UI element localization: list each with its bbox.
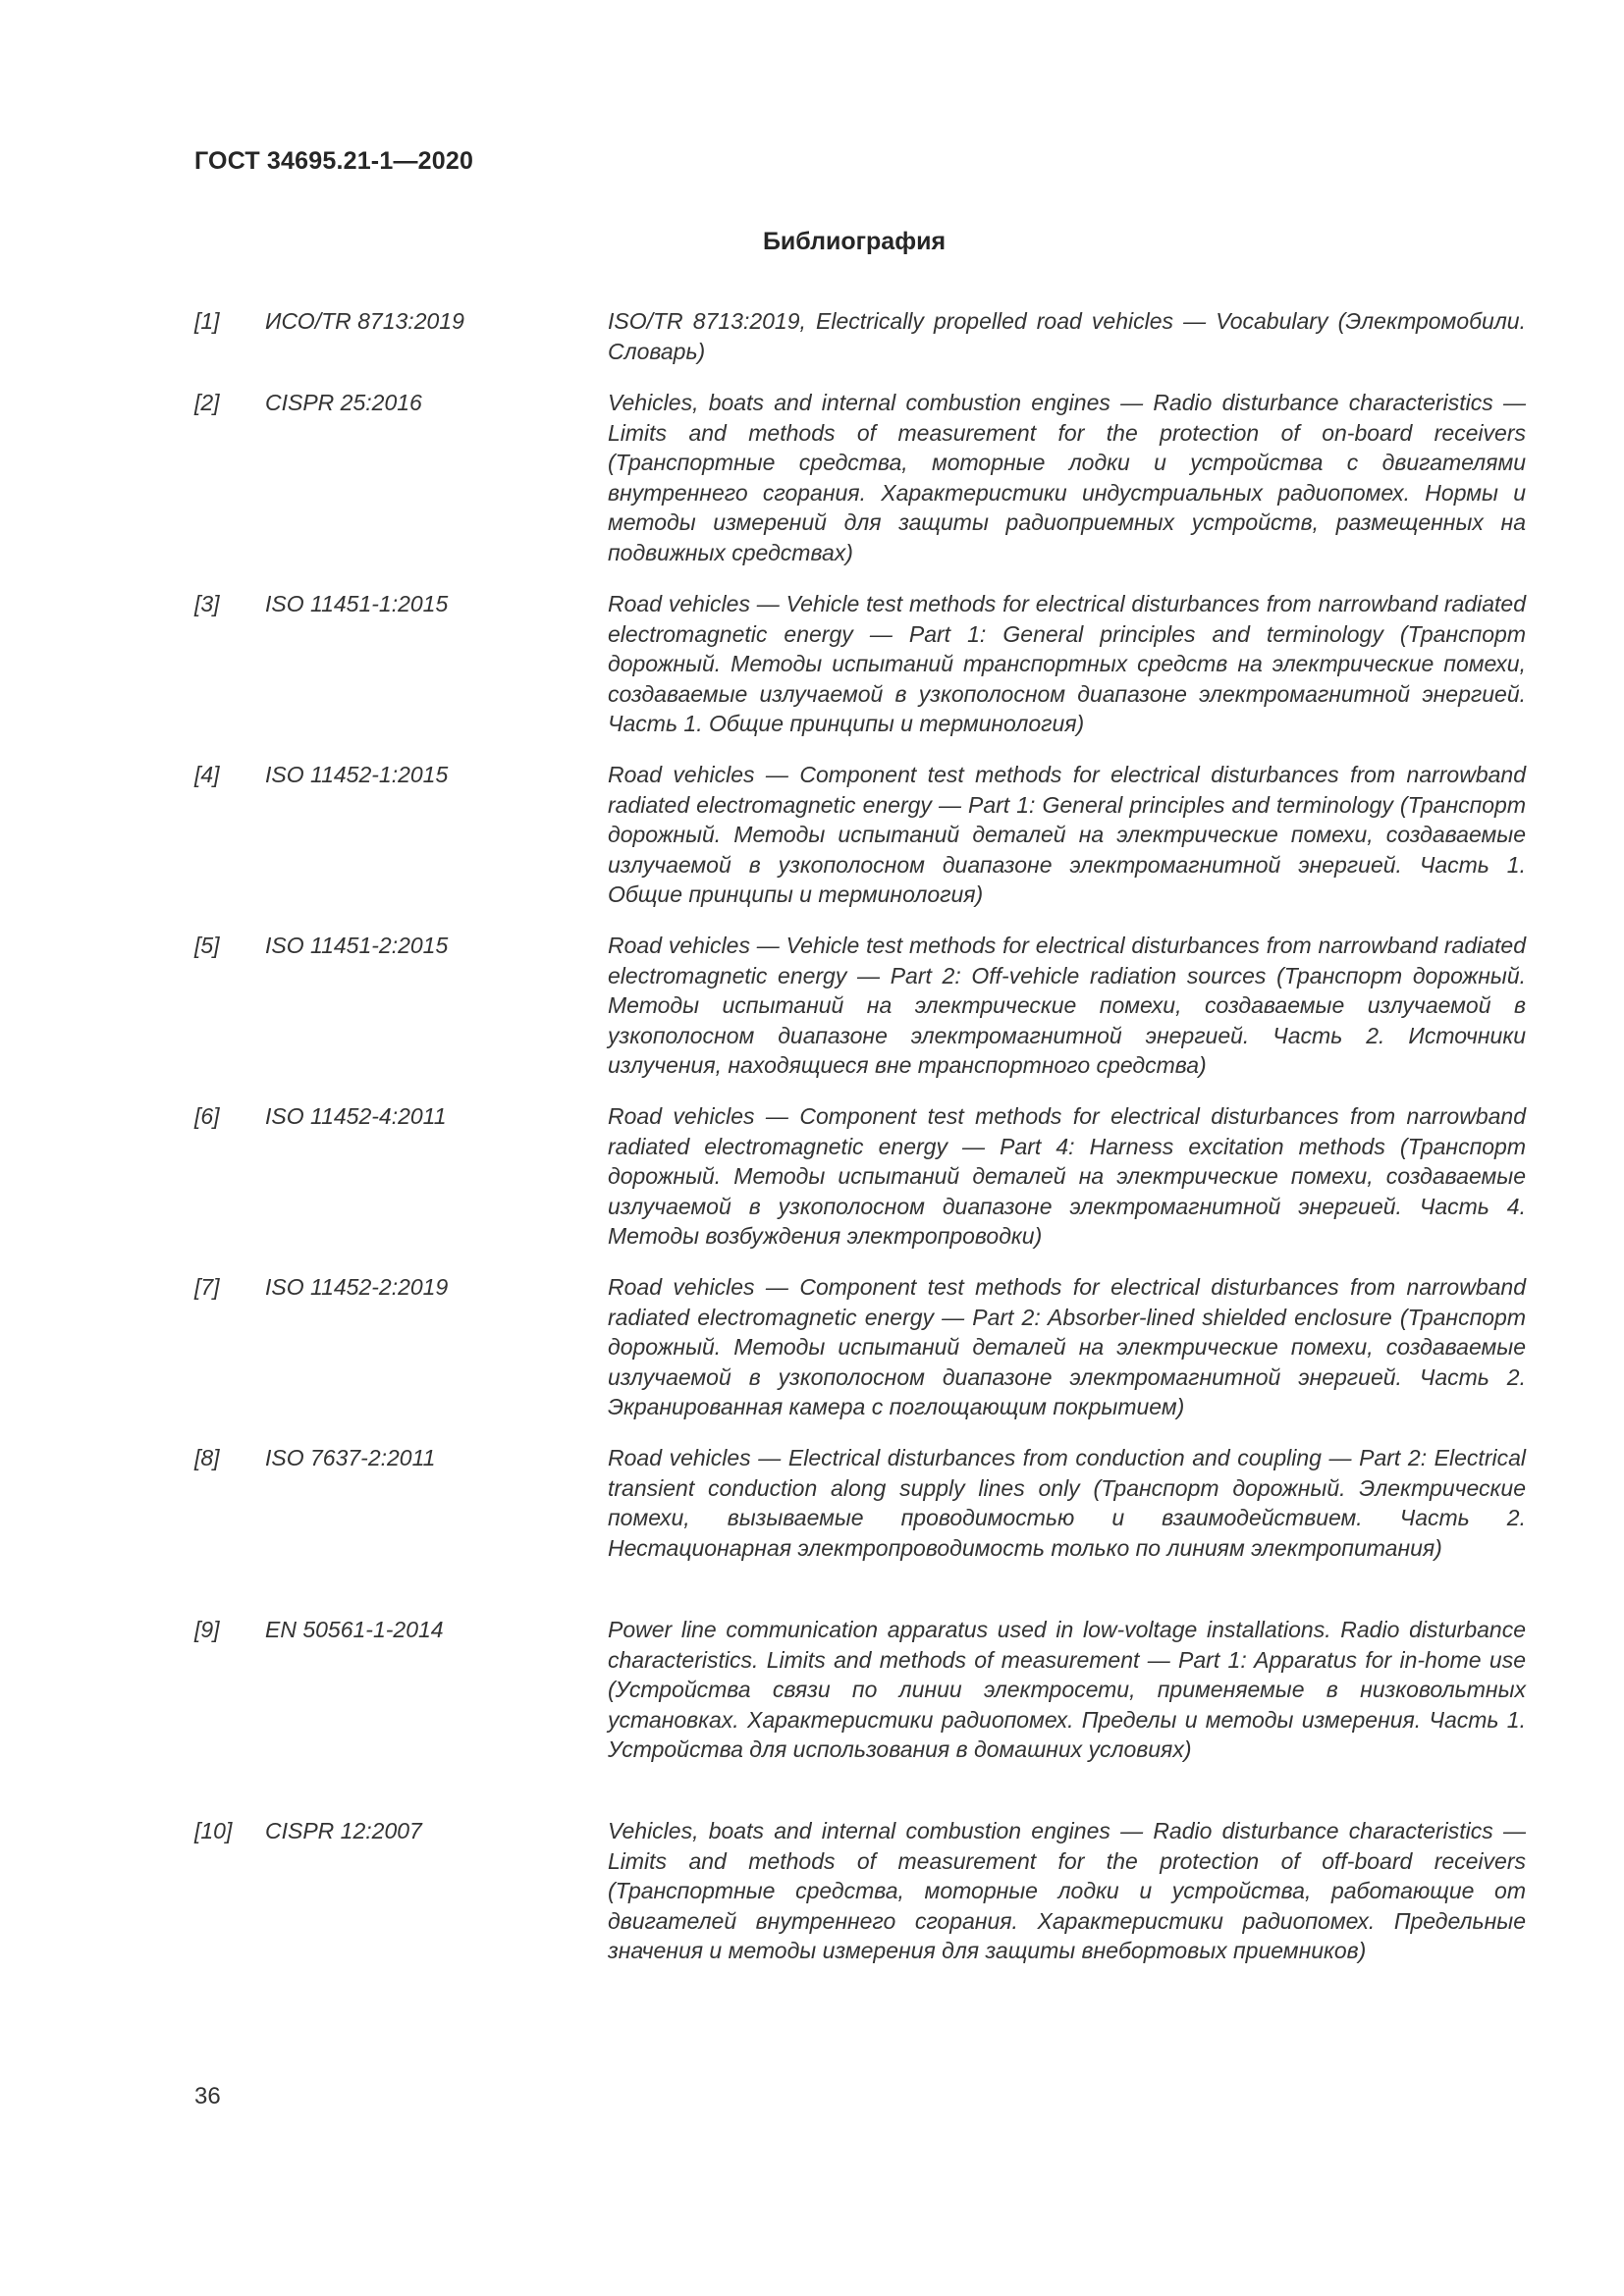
- reference-description: Power line communication apparatus used in low-voltage installations. Radio disturbance characteristics. Limits and methods of measurement — Part 1: Apparatus for in-home use (Устройства связи по линии электросети, применяемые в низковольтных установках. Характеристики радиопомех. Пределы и методы измерения. Часть 1. Устройства для использования в домашних условиях): [608, 1617, 1526, 1762]
- bibliography-entry: [194, 1615, 1526, 1765]
- reference-number: [2]: [194, 390, 220, 415]
- reference-code: ISO 11452-4:2011: [265, 1103, 447, 1129]
- reference-number: [6]: [194, 1103, 220, 1129]
- reference-description: Road vehicles — Electrical disturbances from conduction and coupling — Part 2: Electrical transient conduction along supply lines only (Транспорт дорожный. Электрические помехи, вызываемые проводимостью и взаимодействием. Часть 2. Нестационарная электропроводимость только по линиям электропитания): [608, 1445, 1526, 1561]
- bibliography-entry: [194, 1816, 1526, 1966]
- reference-number: [10]: [194, 1818, 233, 1843]
- bibliography-entry: [194, 1272, 1526, 1422]
- reference-code: ISO 11451-1:2015: [265, 591, 449, 616]
- bibliography-entry: [194, 306, 1526, 366]
- bibliography-entry: [194, 760, 1526, 910]
- page-number: 36: [194, 2083, 221, 2109]
- section-title: Библиография: [762, 228, 947, 255]
- bibliography-entry: [194, 1443, 1526, 1563]
- reference-description: Road vehicles — Component test methods for electrical disturbances from narrowband radiated electromagnetic energy — Part 4: Harness excitation methods (Транспорт дорожный. Методы испытаний деталей на электрические помехи, создаваемые излучаемой в узкополосном диапазоне электромагнитной энергией. Часть 4. Методы возбуждения электропроводки): [608, 1103, 1526, 1249]
- bibliography-entry: [194, 931, 1526, 1081]
- reference-number: [1]: [194, 308, 220, 334]
- bibliography-entry: [194, 1101, 1526, 1252]
- reference-code: ISO 11452-1:2015: [265, 762, 449, 787]
- reference-number: [5]: [194, 933, 220, 958]
- reference-code: ISO 11452-2:2019: [265, 1274, 449, 1300]
- reference-description: Road vehicles — Vehicle test methods for electrical disturbances from narrowband radiated electromagnetic energy — Part 1: General principles and terminology (Транспорт дорожный. Методы испытаний транспортных средств на электрические помехи, создаваемые излучаемой в узкополосном диапазоне электромагнитной энергией. Часть 1. Общие принципы и терминология): [608, 591, 1526, 736]
- reference-code: ISO 11451-2:2015: [265, 933, 449, 958]
- reference-description: Road vehicles — Vehicle test methods for electrical disturbances from narrowband radiated electromagnetic energy — Part 2: Off-vehicle radiation sources (Транспорт дорожный. Методы испытаний на электрические помехи, создаваемые излучаемой в узкополосном диапазоне электромагнитной энергией. Часть 2. Источники излучения, находящиеся вне транспортного средства): [608, 933, 1526, 1078]
- reference-description: Vehicles, boats and internal combustion engines — Radio disturbance characteristics — Limits and methods of measurement for the protection of on-board receivers (Транспортные средства, моторные лодки и устройства с двигателями внутреннего сгорания. Характеристики индустриальных радиопомех. Нормы и методы измерений для защиты радиоприемных устройств, размещенных на подвижных средствах): [608, 390, 1526, 565]
- reference-number: [9]: [194, 1617, 220, 1642]
- reference-description: Road vehicles — Component test methods for electrical disturbances from narrowband radiated electromagnetic energy — Part 2: Absorber-lined shielded enclosure (Транспорт дорожный. Методы испытаний деталей на электрические помехи, создаваемые излучаемой в узкополосном диапазоне электромагнитной энергией. Часть 2. Экранированная камера с поглощающим покрытием): [608, 1274, 1526, 1419]
- reference-description: ISO/TR 8713:2019, Electrically propelled road vehicles — Vocabulary (Электромобили. Словарь): [608, 308, 1526, 364]
- document-header: ГОСТ 34695.21-1—2020: [194, 147, 474, 175]
- reference-code: ИСО/TR 8713:2019: [265, 308, 464, 334]
- reference-number: [3]: [194, 591, 220, 616]
- bibliography-entry: [194, 388, 1526, 567]
- reference-number: [4]: [194, 762, 220, 787]
- reference-code: CISPR 25:2016: [265, 390, 422, 415]
- reference-description: Vehicles, boats and internal combustion engines — Radio disturbance characteristics — Limits and methods of measurement for the protection of off-board receivers (Транспортные средства, моторные лодки и устройства, работающие от двигателей внутреннего сгорания. Характеристики радиопомех. Предельные значения и методы измерения для защиты внебортовых приемников): [608, 1818, 1526, 1963]
- reference-number: [7]: [194, 1274, 220, 1300]
- reference-code: ISO 7637-2:2011: [265, 1445, 436, 1470]
- reference-code: CISPR 12:2007: [265, 1818, 422, 1843]
- reference-description: Road vehicles — Component test methods for electrical disturbances from narrowband radiated electromagnetic energy — Part 1: General principles and terminology (Транспорт дорожный. Методы испытаний деталей на электрические помехи, создаваемые излучаемой в узкополосном диапазоне электромагнитной энергией. Часть 1. Общие принципы и терминология): [608, 762, 1526, 907]
- bibliography-entry: [194, 589, 1526, 739]
- reference-number: [8]: [194, 1445, 220, 1470]
- reference-code: EN 50561-1-2014: [265, 1617, 444, 1642]
